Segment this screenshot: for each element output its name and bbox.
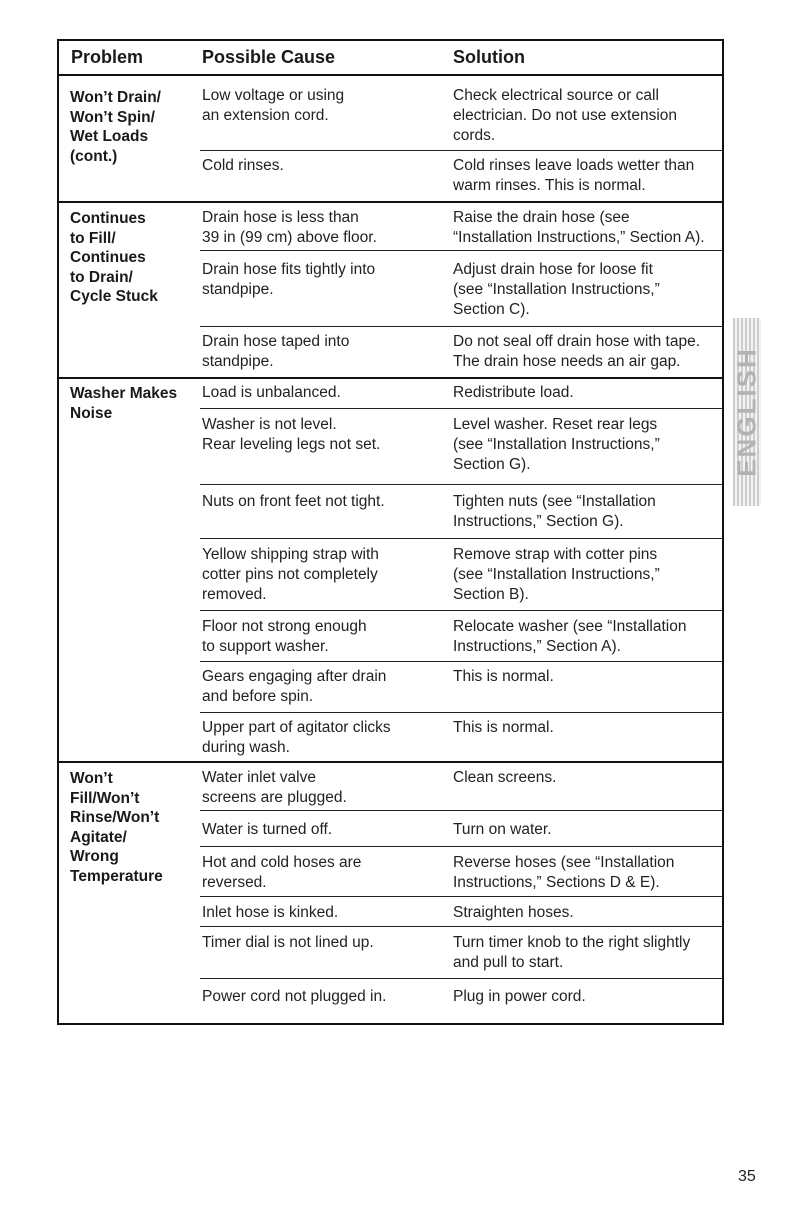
table-row: [200, 150, 722, 194]
cause-text: Inlet hose is kinked.: [202, 904, 339, 921]
cause-text: Drain hose taped into standpipe.: [202, 333, 350, 370]
solution-text: Clean screens.: [453, 769, 557, 786]
cause-text: Nuts on front feet not tight.: [202, 493, 385, 510]
table-header: [59, 41, 722, 76]
solution-text: Do not seal off drain hose with tape. The drain hose needs an air gap.: [453, 333, 701, 370]
solution-text: Tighten nuts (see “Installation Instructions,” Section G).: [453, 493, 656, 530]
table-row: [200, 484, 722, 530]
solution-text: This is normal.: [453, 719, 554, 736]
table-row: [200, 326, 722, 370]
table-row: [200, 610, 722, 655]
cause-text: Drain hose fits tightly into standpipe.: [202, 261, 376, 298]
table-row: [200, 661, 722, 705]
table-row: [200, 408, 722, 473]
table-row: [200, 250, 722, 318]
solution-text: Redistribute load.: [453, 384, 574, 401]
table-row: [200, 978, 722, 1005]
solution-text: Turn on water.: [453, 821, 552, 838]
solution-text: Straighten hoses.: [453, 904, 574, 921]
problem-label: Won’t Drain/ Won’t Spin/ Wet Loads (cont.): [70, 89, 161, 165]
problem-group: [59, 76, 722, 203]
cause-text: Low voltage or using an extension cord.: [202, 87, 345, 124]
cause-text: Upper part of agitator clicks during wash.: [202, 719, 391, 756]
table-row: [200, 926, 722, 971]
header-solution: Solution: [453, 47, 525, 67]
cause-text: Yellow shipping strap with cotter pins not completely removed.: [202, 546, 379, 603]
cause-text: Drain hose is less than 39 in (99 cm) above floor.: [202, 209, 377, 246]
table-row: [200, 846, 722, 891]
page-number: 35: [738, 1168, 756, 1185]
cause-text: Cold rinses.: [202, 157, 284, 174]
solution-text: Plug in power cord.: [453, 988, 586, 1005]
table-row: [200, 896, 722, 921]
table-row: [200, 810, 722, 838]
header-cause: Possible Cause: [202, 47, 336, 67]
solution-text: Turn timer knob to the right slightly and pull to start.: [453, 934, 691, 971]
cause-text: Water is turned off.: [202, 821, 333, 838]
problem-group: [59, 379, 722, 763]
problem-label: Won’t Fill/Won’t Rinse/Won’t Agitate/ Wrong Temperature: [70, 770, 163, 885]
solution-text: Reverse hoses (see “Installation Instructions,” Sections D & E).: [453, 854, 675, 891]
solution-text: Cold rinses leave loads wetter than warm rinses. This is normal.: [453, 157, 695, 194]
cause-text: Washer is not level. Rear leveling legs not set.: [202, 416, 381, 453]
header-problem: Problem: [71, 47, 144, 67]
problem-group: [59, 763, 722, 1025]
solution-text: Level washer. Reset rear legs (see “Installation Instructions,” Section G).: [453, 416, 660, 473]
solution-text: Relocate washer (see “Installation Instructions,” Section A).: [453, 618, 687, 655]
cause-text: Load is unbalanced.: [202, 384, 341, 401]
problem-group: [59, 203, 722, 379]
cause-text: Hot and cold hoses are reversed.: [202, 854, 362, 891]
solution-text: Raise the drain hose (see “Installation Instructions,” Section A).: [453, 209, 705, 246]
cause-text: Floor not strong enough to support washer.: [202, 618, 367, 655]
cause-text: Water inlet valve screens are plugged.: [202, 769, 347, 806]
problem-label: Continues to Fill/ Continues to Drain/ Cycle Stuck: [70, 210, 158, 305]
troubleshooting-table: [57, 39, 724, 1025]
cause-text: Timer dial is not lined up.: [202, 934, 374, 951]
language-side-tab: [733, 318, 761, 506]
problem-label: Washer Makes Noise: [70, 385, 178, 422]
cause-text: Gears engaging after drain and before spin.: [202, 668, 387, 705]
solution-text: Adjust drain hose for loose fit (see “Installation Instructions,” Section C).: [453, 261, 660, 318]
cause-text: Power cord not plugged in.: [202, 988, 387, 1005]
language-tab-label: ENGLISH: [731, 347, 762, 477]
table-row: [200, 712, 722, 756]
table-row: [200, 538, 722, 603]
solution-text: Remove strap with cotter pins (see “Installation Instructions,” Section B).: [453, 546, 660, 603]
solution-text: This is normal.: [453, 668, 554, 685]
solution-text: Check electrical source or call electrician. Do not use extension cords.: [453, 87, 678, 144]
